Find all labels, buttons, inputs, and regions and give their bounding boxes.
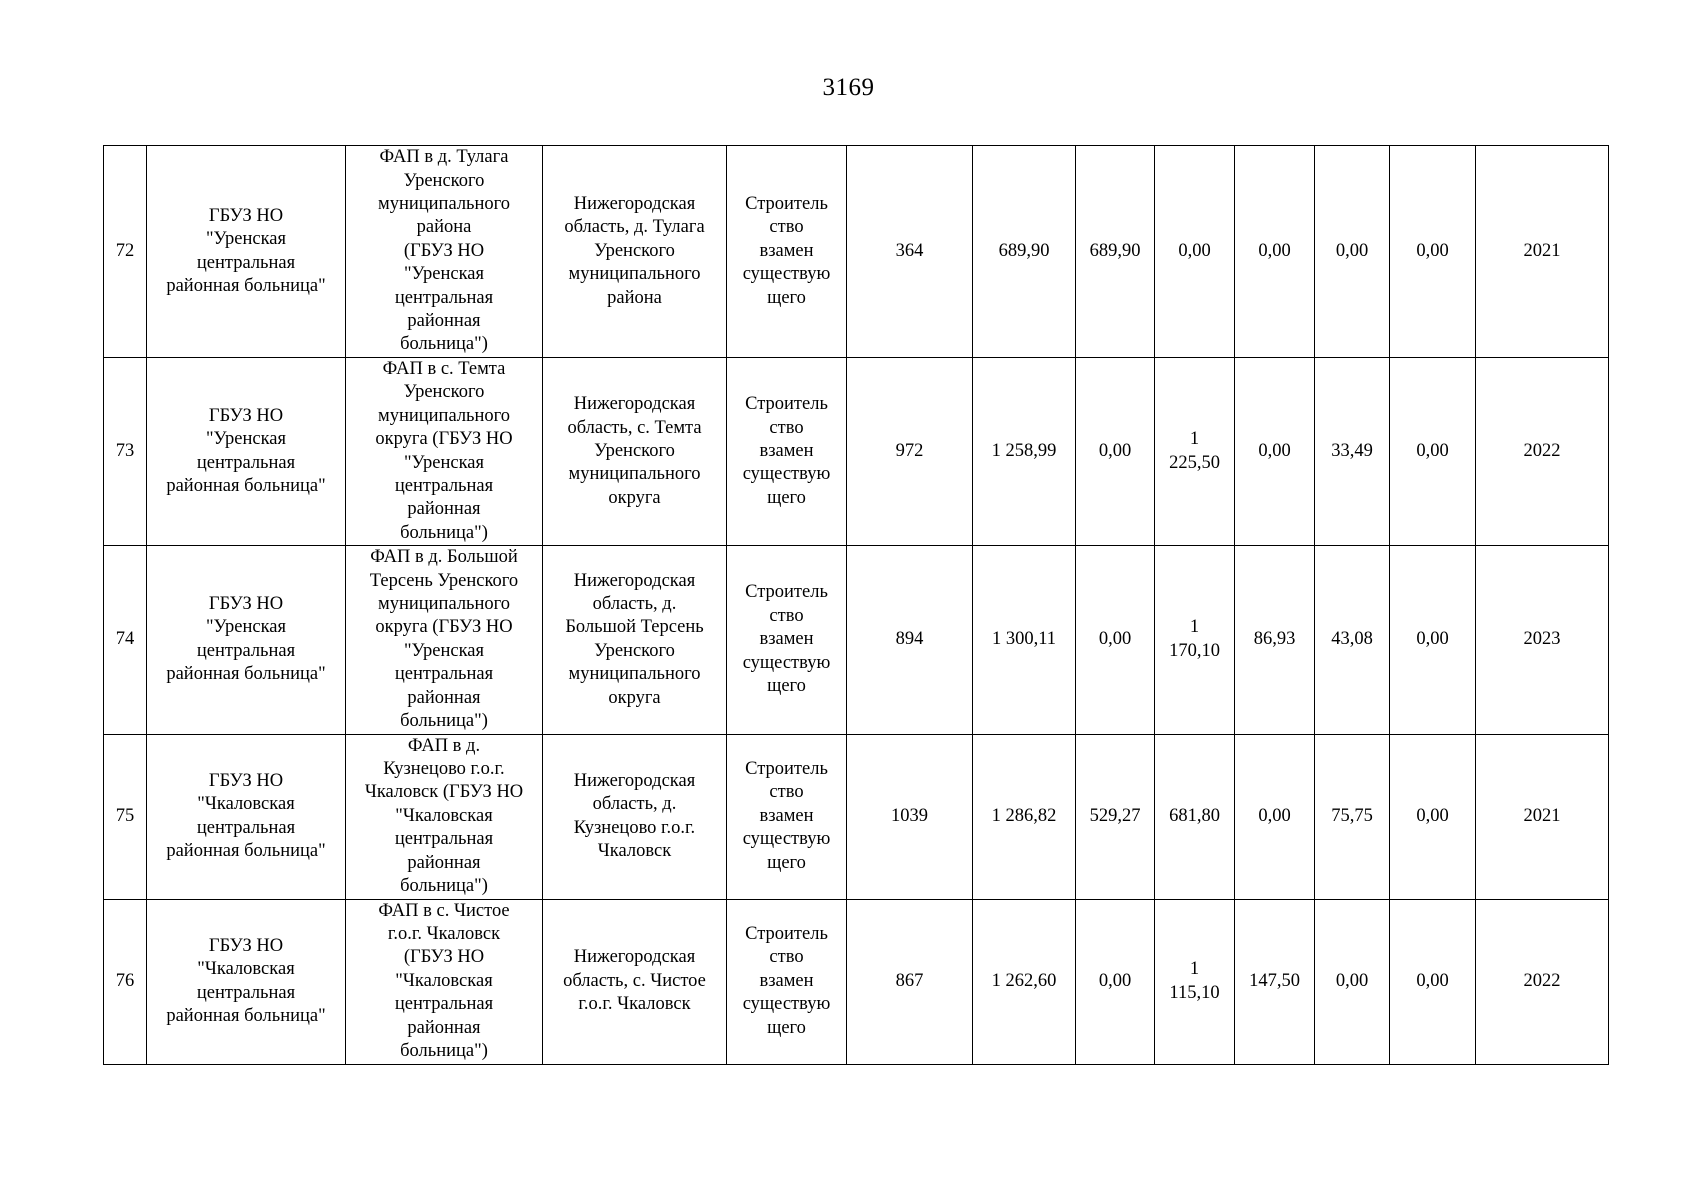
- table-row: [104, 734, 1609, 899]
- address-cell: Нижегородская область, д. Кузнецово г.о.г. Чкаловск: [543, 734, 727, 899]
- row-number-cell: 75: [104, 734, 147, 899]
- funding-cell-3: 147,50: [1235, 899, 1315, 1064]
- table-row: [104, 546, 1609, 734]
- funding-cell-5: 0,00: [1390, 899, 1476, 1064]
- work-type-cell: Строитель ство взамен существую щего: [727, 146, 847, 358]
- object-name-cell: ФАП в с. Чистое г.о.г. Чкаловск (ГБУЗ НО "Чкаловская центральная районная больница"): [346, 899, 543, 1064]
- total-cost-cell: 1 258,99: [973, 358, 1076, 546]
- object-name-cell: ФАП в д. Большой Терсень Уренского муниципального округа (ГБУЗ НО "Уренская центральная районная больница"): [346, 546, 543, 734]
- funding-cell-5: 0,00: [1390, 546, 1476, 734]
- funding-cell-4: 75,75: [1315, 734, 1390, 899]
- funding-cell-2: 1 225,50: [1155, 358, 1235, 546]
- total-cost-cell: 689,90: [973, 146, 1076, 358]
- year-cell: 2021: [1476, 734, 1609, 899]
- work-type-cell: Строитель ство взамен существую щего: [727, 546, 847, 734]
- object-name-cell: ФАП в с. Темта Уренского муниципального округа (ГБУЗ НО "Уренская центральная районная больница"): [346, 358, 543, 546]
- funding-cell-4: 43,08: [1315, 546, 1390, 734]
- page-number: 3169: [822, 74, 875, 101]
- institution-cell: ГБУЗ НО "Уренская центральная районная больница": [147, 358, 346, 546]
- funding-cell-5: 0,00: [1390, 734, 1476, 899]
- address-cell: Нижегородская область, с. Чистое г.о.г. Чкаловск: [543, 899, 727, 1064]
- table-body: [104, 146, 1609, 1065]
- funding-cell-1: 0,00: [1076, 899, 1155, 1064]
- address-cell: Нижегородская область, с. Темта Уренского муниципального округа: [543, 358, 727, 546]
- projects-table: [103, 145, 1609, 1065]
- year-cell: 2023: [1476, 546, 1609, 734]
- row-number-cell: 76: [104, 899, 147, 1064]
- funding-cell-1: 0,00: [1076, 546, 1155, 734]
- object-name-cell: ФАП в д. Кузнецово г.о.г. Чкаловск (ГБУЗ НО "Чкаловская центральная районная больница"): [346, 734, 543, 899]
- institution-cell: ГБУЗ НО "Уренская центральная районная больница": [147, 146, 346, 358]
- institution-cell: ГБУЗ НО "Чкаловская центральная районная больница": [147, 734, 346, 899]
- row-number-cell: 74: [104, 546, 147, 734]
- funding-cell-2: 0,00: [1155, 146, 1235, 358]
- funding-cell-4: 33,49: [1315, 358, 1390, 546]
- capacity-cell: 867: [847, 899, 973, 1064]
- funding-cell-2: 1 170,10: [1155, 546, 1235, 734]
- row-number-cell: 72: [104, 146, 147, 358]
- funding-cell-3: 0,00: [1235, 734, 1315, 899]
- table-row: [104, 899, 1609, 1064]
- capacity-cell: 972: [847, 358, 973, 546]
- institution-cell: ГБУЗ НО "Уренская центральная районная больница": [147, 546, 346, 734]
- year-cell: 2021: [1476, 146, 1609, 358]
- address-cell: Нижегородская область, д. Тулага Уренского муниципального района: [543, 146, 727, 358]
- total-cost-cell: 1 262,60: [973, 899, 1076, 1064]
- address-cell: Нижегородская область, д. Большой Терсень Уренского муниципального округа: [543, 546, 727, 734]
- capacity-cell: 364: [847, 146, 973, 358]
- year-cell: 2022: [1476, 358, 1609, 546]
- funding-cell-3: 86,93: [1235, 546, 1315, 734]
- capacity-cell: 1039: [847, 734, 973, 899]
- total-cost-cell: 1 286,82: [973, 734, 1076, 899]
- object-name-cell: ФАП в д. Тулага Уренского муниципального района (ГБУЗ НО "Уренская центральная районная больница"): [346, 146, 543, 358]
- work-type-cell: Строитель ство взамен существую щего: [727, 358, 847, 546]
- funding-cell-5: 0,00: [1390, 358, 1476, 546]
- year-cell: 2022: [1476, 899, 1609, 1064]
- funding-cell-4: 0,00: [1315, 146, 1390, 358]
- funding-cell-2: 1 115,10: [1155, 899, 1235, 1064]
- funding-cell-1: 0,00: [1076, 358, 1155, 546]
- table-row: [104, 358, 1609, 546]
- funding-cell-3: 0,00: [1235, 358, 1315, 546]
- funding-cell-1: 689,90: [1076, 146, 1155, 358]
- institution-cell: ГБУЗ НО "Чкаловская центральная районная больница": [147, 899, 346, 1064]
- row-number-cell: 73: [104, 358, 147, 546]
- work-type-cell: Строитель ство взамен существую щего: [727, 899, 847, 1064]
- funding-cell-5: 0,00: [1390, 146, 1476, 358]
- funding-cell-3: 0,00: [1235, 146, 1315, 358]
- funding-cell-4: 0,00: [1315, 899, 1390, 1064]
- funding-cell-1: 529,27: [1076, 734, 1155, 899]
- work-type-cell: Строитель ство взамен существую щего: [727, 734, 847, 899]
- total-cost-cell: 1 300,11: [973, 546, 1076, 734]
- table-row: [104, 146, 1609, 358]
- funding-cell-2: 681,80: [1155, 734, 1235, 899]
- capacity-cell: 894: [847, 546, 973, 734]
